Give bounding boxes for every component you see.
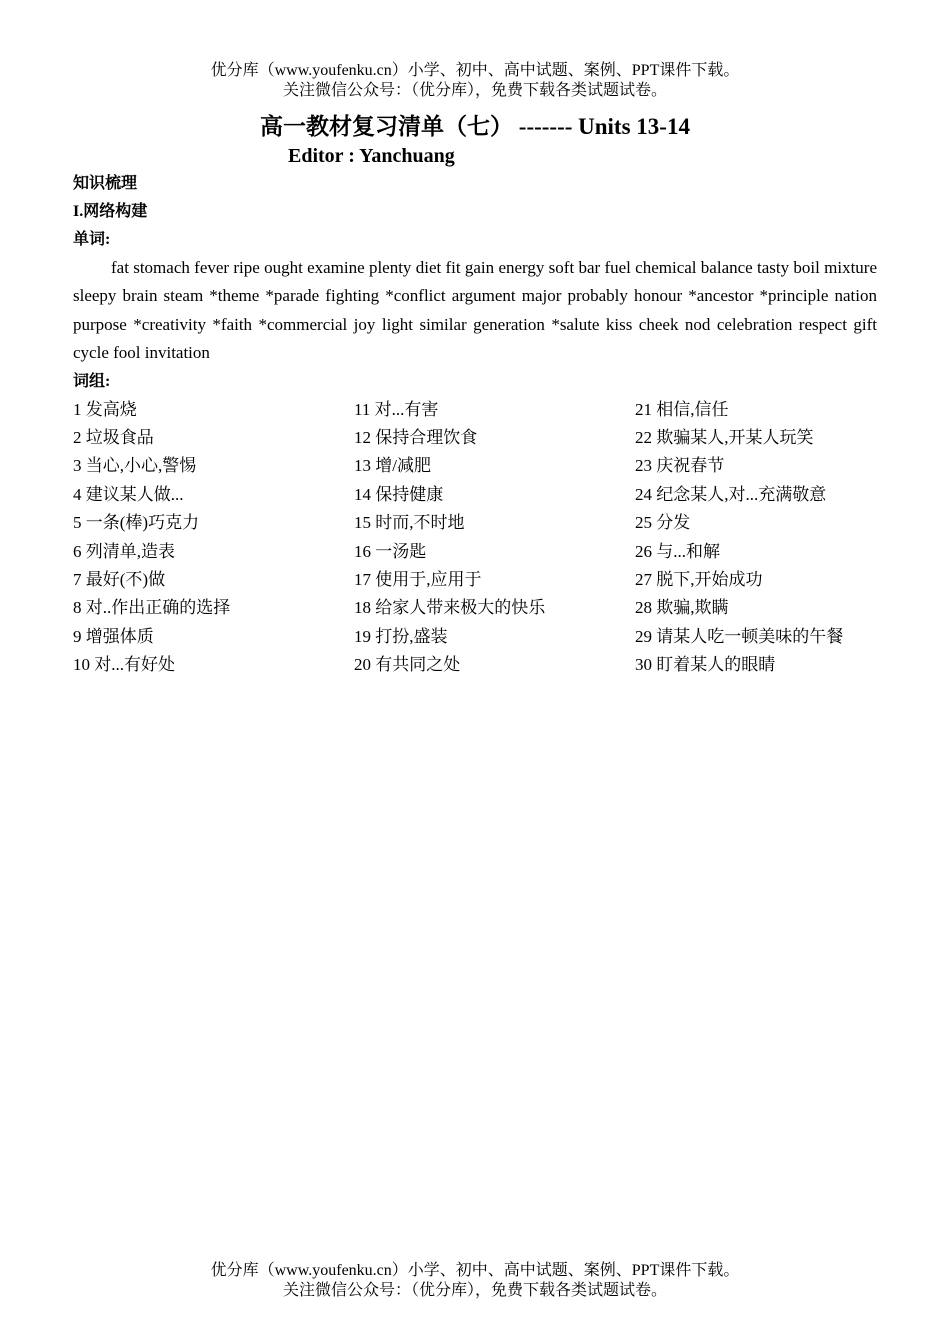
document-title: 高一教材复习清单（七） ------- Units 13-14: [260, 114, 690, 139]
phrase-item: 21 相信,信任: [635, 399, 729, 419]
phrase-item: 14 保持健康: [354, 484, 444, 504]
section-network-heading: I.网络构建: [73, 203, 148, 220]
phrase-item: 27 脱下,开始成功: [635, 570, 763, 590]
phrase-item: 5 一条(棒)巧克力: [73, 513, 200, 533]
section-knowledge-heading: 知识梳理: [73, 175, 138, 192]
phrase-item: 17 使用于,应用于: [354, 570, 482, 590]
editor-line: Editor : Yanchuang: [288, 145, 455, 167]
document-body: [73, 170, 877, 680]
phrase-list: [73, 396, 877, 680]
phrase-item: 25 分发: [635, 513, 691, 533]
phrase-item: 6 列清单,造表: [73, 541, 175, 561]
phrase-item: 18 给家人带来极大的快乐: [354, 598, 546, 618]
footer-line-1: 优分库（www.youfenku.cn）小学、初中、高中试题、案例、PPT课件下载。: [210, 1262, 740, 1279]
phrase-item: 23 庆祝春节: [635, 456, 725, 476]
phrase-item: 19 打扮,盛装: [354, 626, 448, 646]
phrase-item: 2 垃圾食品: [73, 428, 154, 448]
phrase-item: 28 欺骗,欺瞒: [635, 598, 729, 618]
phrase-item: 3 当心,小心,警惕: [73, 456, 197, 476]
page-footer: [0, 1261, 950, 1301]
phrase-item: 11 对...有害: [354, 399, 439, 419]
footer-line-2: 关注微信公众号：（优分库），免费下载各类试题试卷。: [282, 1282, 667, 1299]
phrase-item: 12 保持合理饮食: [354, 428, 478, 448]
page-header: [0, 61, 950, 101]
phrase-item: 7 最好(不)做: [73, 570, 166, 590]
phrase-item: 30 盯着某人的眼睛: [635, 655, 776, 675]
phrase-item: 29 请某人吃一顿美味的午餐: [635, 626, 844, 646]
phrase-item: 26 与...和解: [635, 541, 720, 561]
phrase-item: 9 增强体质: [73, 626, 154, 646]
phrase-item: 16 一汤匙: [354, 541, 427, 561]
phrases-label: 词组:: [73, 372, 111, 390]
header-line-2: 关注微信公众号：（优分库），免费下载各类试题试卷。: [282, 82, 667, 99]
phrase-item: 8 对..作出正确的选择: [73, 598, 231, 618]
phrase-item: 1 发高烧: [73, 399, 137, 419]
header-line-1: 优分库（www.youfenku.cn）小学、初中、高中试题、案例、PPT课件下载。: [210, 62, 740, 79]
words-label: 单词:: [73, 231, 111, 248]
phrase-item: 24 纪念某人,对...充满敬意: [635, 484, 827, 504]
phrase-item: 15 时而,不时地: [354, 513, 465, 533]
vocabulary-paragraph: fat stomach fever ripe ought examine plenty diet fit gain energy soft bar fuel chemical balance tasty boil mixture sleepy brain steam *theme *parade fighting *conflict argument major probably honour *ancestor *principle nation purpose *creativity *faith *commercial joy light similar generation *salute kiss cheek nod celebration respect gift cycle fool invitation: [73, 258, 877, 363]
phrase-item: 10 对...有好处: [73, 655, 175, 675]
phrase-item: 22 欺骗某人,开某人玩笑: [635, 428, 814, 448]
phrase-item: 4 建议某人做...: [73, 484, 184, 504]
phrase-item: 13 增/减肥: [354, 456, 431, 476]
phrase-item: 20 有共同之处: [354, 655, 461, 675]
